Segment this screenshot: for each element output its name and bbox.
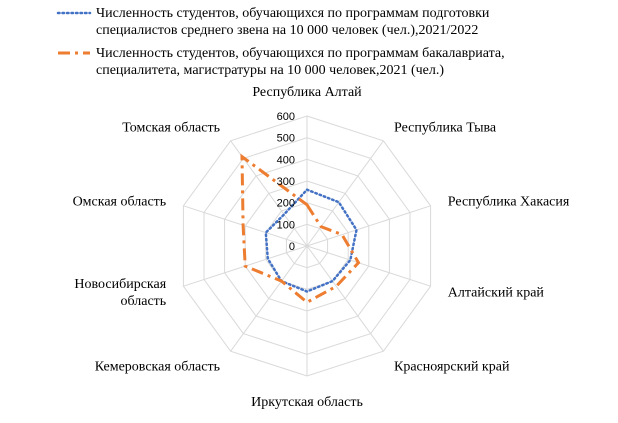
category-labels [73,85,570,410]
legend [58,6,505,78]
tick-label: 400 [276,154,295,167]
tick-label: 300 [276,176,295,188]
category-label: Алтайский край [447,285,544,301]
category-label: Кемеровская область [94,359,220,375]
tick-label: 0 [288,241,295,253]
category-label: Республика Хакасия [447,194,570,210]
category-label: Республика Тыва [394,120,497,136]
series-line-2 [242,157,359,303]
category-label: Иркутская область [251,395,363,410]
category-label: Новосибирская область [74,277,167,310]
category-label: Красноярский край [394,359,510,375]
category-label: Омская область [72,194,167,210]
tick-label: 200 [276,197,295,210]
grid-spoke [307,141,383,246]
tick-label: 100 [276,219,295,232]
category-label: Республика Алтай [252,85,362,100]
category-label: Томская область [122,120,220,136]
tick-label: 600 [276,111,295,123]
series-layer [242,157,359,303]
legend-label-2: Численность студентов, обучающихся по программам бакалавриата, специалитета, магистратуры на 10 000 человек,2021 (чел.) [96,46,505,78]
radar-grid [183,116,430,376]
tick-label: 500 [276,132,295,145]
legend-label-1: Численность студентов, обучающихся по программам подготовки специалистов среднего звена на 10 000 человек (чел.),2021/2022 [96,6,490,38]
grid-spoke [307,246,383,351]
